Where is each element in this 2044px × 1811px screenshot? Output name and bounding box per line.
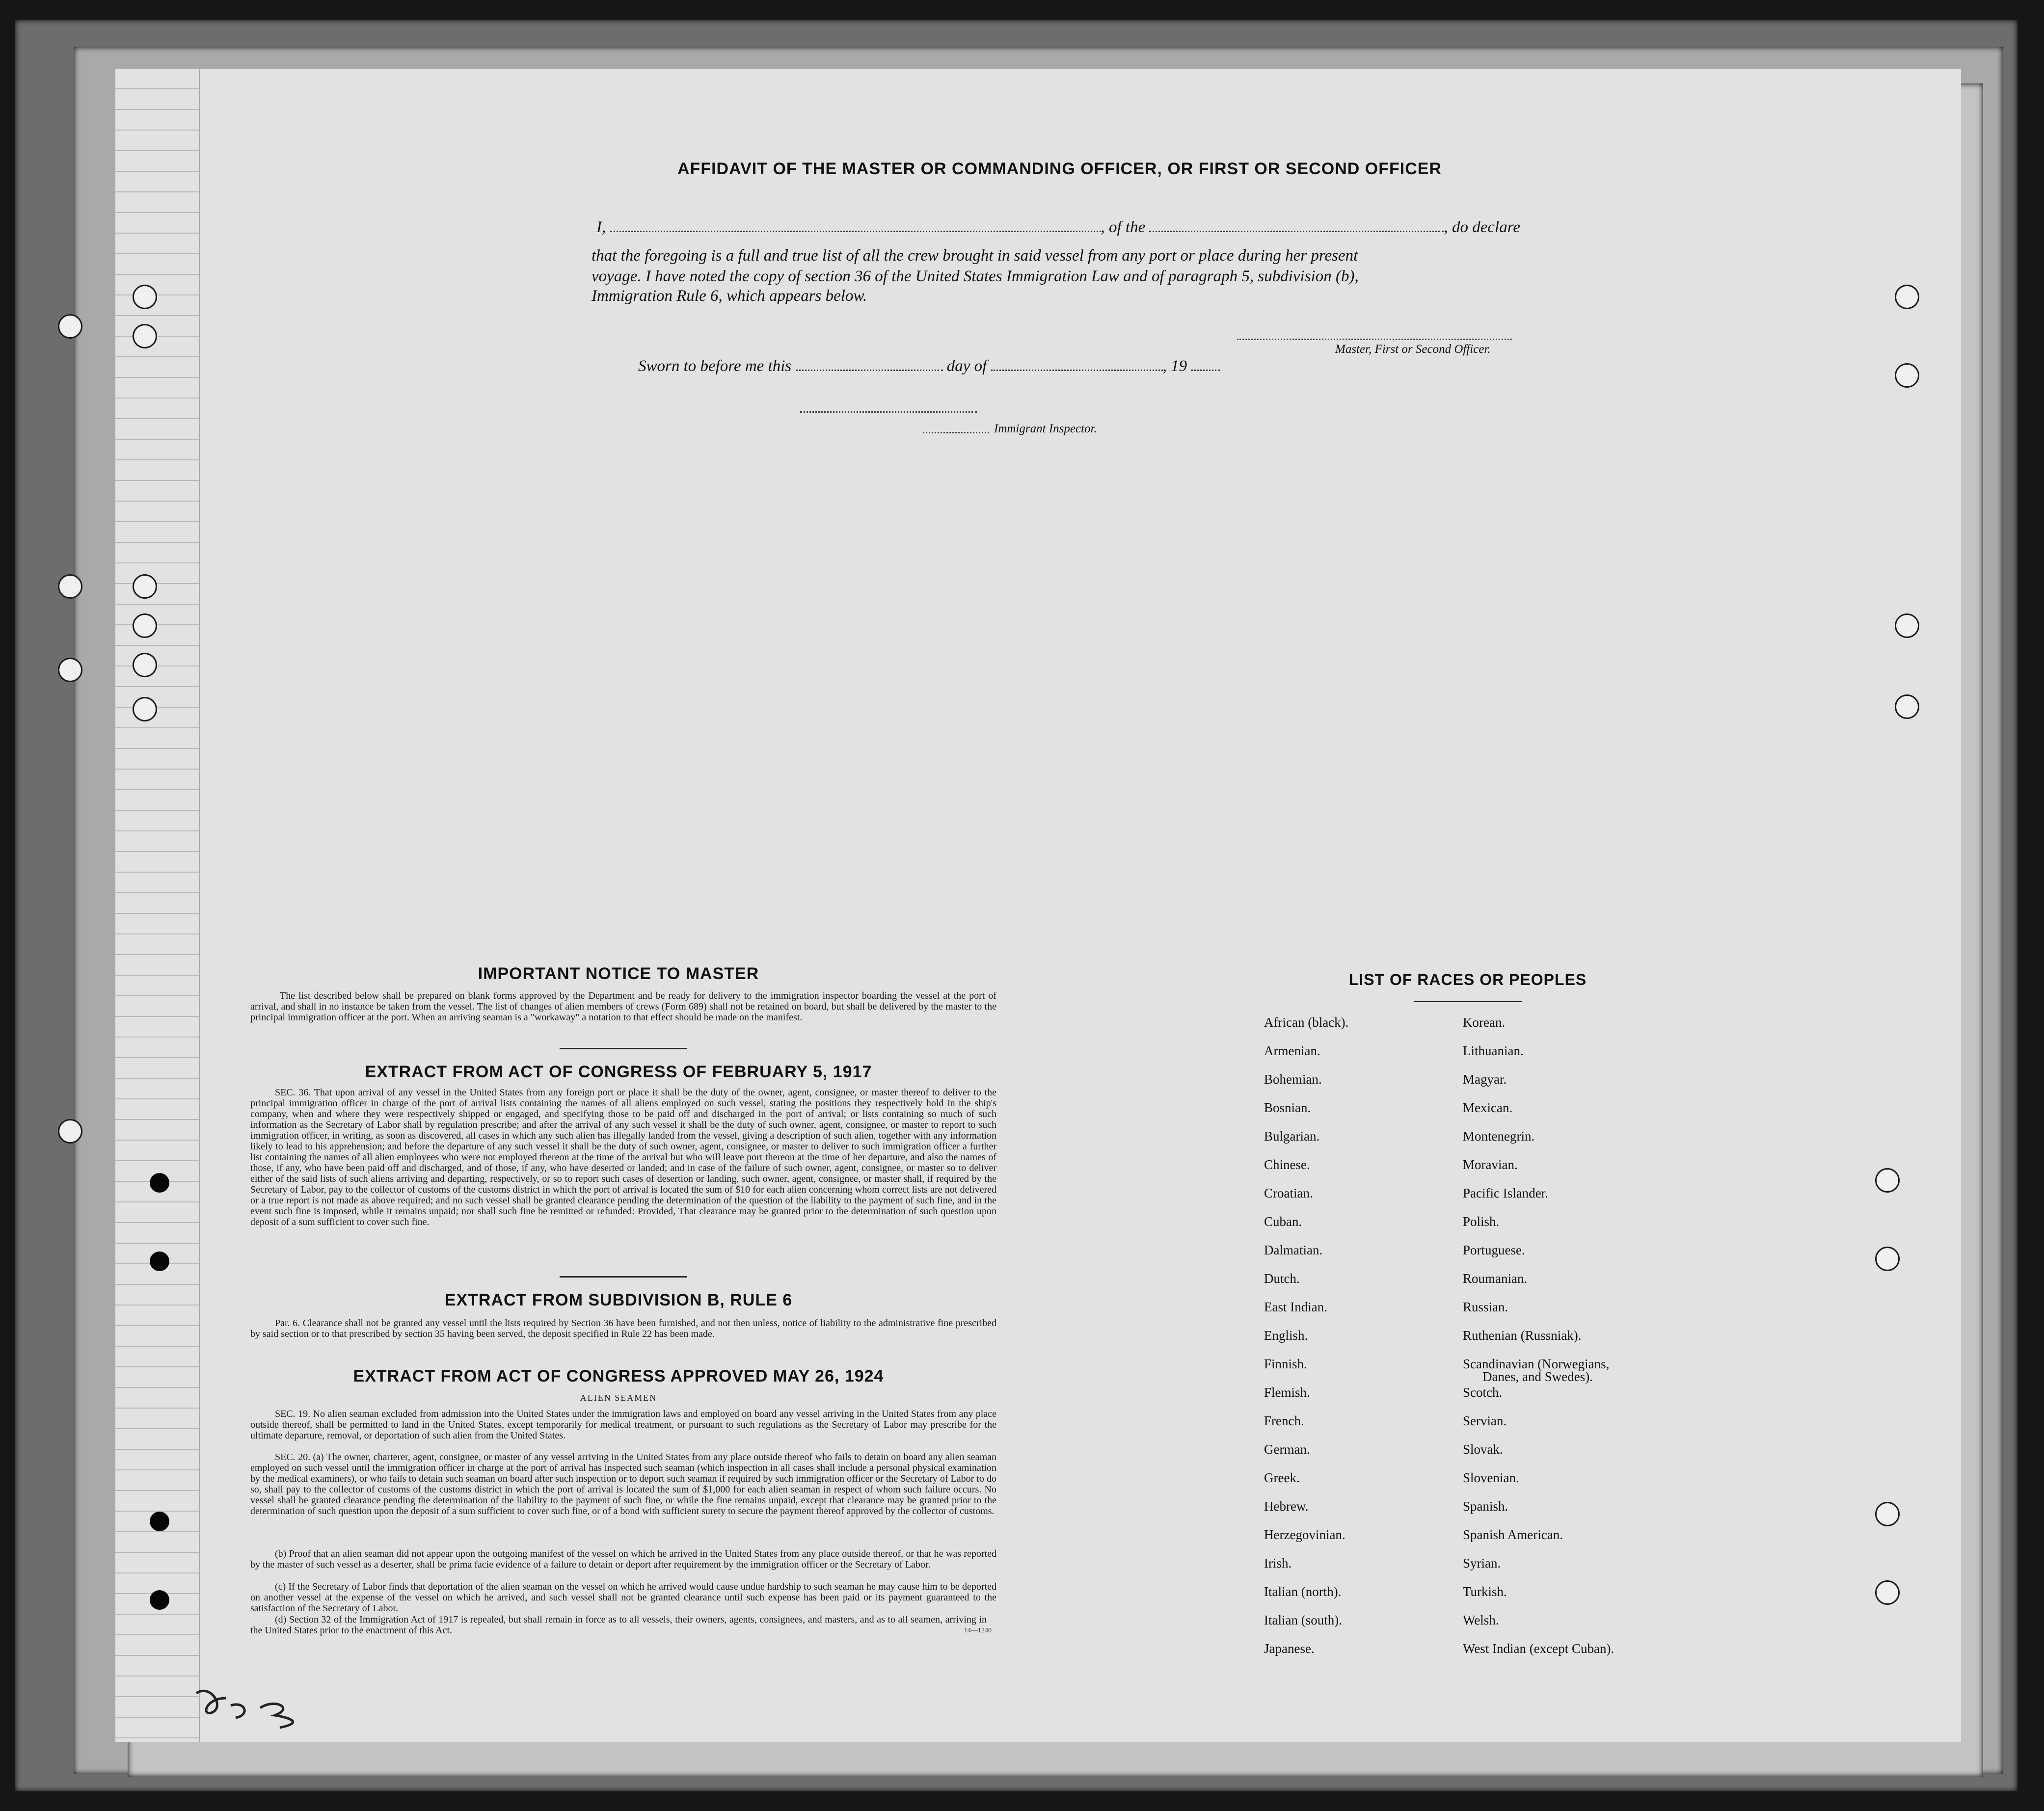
- divider: [560, 1048, 687, 1049]
- race-item: Moravian.: [1463, 1157, 1518, 1172]
- race-item: Syrian.: [1463, 1556, 1501, 1571]
- master-signature-line[interactable]: [1237, 339, 1512, 340]
- vessel-blank[interactable]: [1149, 231, 1444, 232]
- divider: [1414, 1001, 1522, 1002]
- race-item: African (black).: [1264, 1015, 1349, 1030]
- master-signature-label: Master, First or Second Officer.: [1335, 343, 1491, 356]
- race-item: East Indian.: [1264, 1300, 1327, 1314]
- notice-title: IMPORTANT NOTICE TO MASTER: [478, 964, 759, 983]
- race-item: German.: [1264, 1442, 1310, 1457]
- binder-hole: [58, 574, 82, 599]
- binder-hole: [58, 314, 82, 339]
- race-item: Roumanian.: [1463, 1271, 1528, 1286]
- name-blank[interactable]: [610, 231, 1101, 232]
- races-left-column: [1264, 1015, 1348, 1670]
- race-item: Finnish.: [1264, 1357, 1307, 1371]
- extract-1924-sec20b: (b) Proof that an alien seaman did not appear upon the outgoing manifest of the vessel on which he arrived in the United States from any place outside thereof, or that he was reported by the master of such vessel as a deserter, shall be prima facie evidence of a failure to detain or deport after requirement by the immigration officer or the Secretary of Labor.: [250, 1548, 996, 1570]
- binder-hole: [150, 1590, 169, 1610]
- race-item: Italian (north).: [1264, 1584, 1342, 1599]
- notice-body: The list described below shall be prepared on blank forms approved by the Department and be ready for delivery to the immigration inspector boarding the vessel at the port of arrival, and shall in no instance be taken from the vessel. The list of changes of alien members of crews (Form 689) shall not be retained on board, but shall be delivered by the master to the principal immigration officer at the port. When an arriving seaman is a "workaway" a notation to that effect should be made on the manifest.: [250, 990, 996, 1023]
- race-item: Chinese.: [1264, 1157, 1310, 1172]
- race-item: Servian.: [1463, 1413, 1507, 1428]
- race-item: Turkish.: [1463, 1584, 1507, 1599]
- sworn-label: Sworn to before me this: [638, 357, 792, 375]
- race-item: Scotch.: [1463, 1385, 1503, 1400]
- sworn-year: , 19: [1162, 357, 1187, 375]
- race-item: Mexican.: [1463, 1100, 1513, 1115]
- race-item: French.: [1264, 1413, 1304, 1428]
- extract-1924-subtitle: ALIEN SEAMEN: [580, 1393, 657, 1403]
- sworn-dayof: day of: [946, 357, 987, 375]
- race-item: Slovak.: [1463, 1442, 1503, 1457]
- race-item: Japanese.: [1264, 1641, 1315, 1656]
- race-item: Polish.: [1463, 1214, 1500, 1229]
- affidavit-line-3: voyage. I have noted the copy of section 36 of the United States Immigration Law and of paragraph 5, subdivision (b),: [592, 267, 1359, 285]
- race-item: Bosnian.: [1264, 1100, 1311, 1115]
- binder-hole: [1875, 1168, 1900, 1193]
- race-item: Scandinavian (Norwegians,: [1463, 1357, 1610, 1371]
- race-item: Hebrew.: [1264, 1499, 1309, 1514]
- binder-hole: [58, 1119, 82, 1144]
- ruled-margin: [115, 69, 200, 1742]
- race-item: Herzegovinian.: [1264, 1527, 1345, 1542]
- binder-hole: [133, 324, 157, 348]
- race-item: Bulgarian.: [1264, 1129, 1320, 1144]
- inspector-signature-label: Immigrant Inspector.: [994, 422, 1097, 435]
- binder-hole: [150, 1173, 169, 1193]
- races-right-column: [1463, 1015, 1614, 1670]
- race-item: English.: [1264, 1328, 1308, 1343]
- binder-hole: [1875, 1502, 1900, 1526]
- races-title: LIST OF RACES OR PEOPLES: [1348, 971, 1587, 988]
- race-item: Portuguese.: [1463, 1243, 1525, 1257]
- race-item: Bohemian.: [1264, 1072, 1322, 1087]
- extract-1917-body: SEC. 36. That upon arrival of any vessel in the United States from any foreign port or place it shall be the duty of the owner, agent, consignee, or master thereof to deliver to the principal immigration officer in charge of the port of arrival lists containing the names of all aliens employed on such vessel, stating the positions they respectively hold in the ship's company, when and where they were respectively shipped or engaged, and specifying those to be paid off and discharged in the port of arrival; or lists containing so much of such information as the Secretary of Labor shall by regulation prescribe; and after the arrival of any such vessel it shall be the duty of such owner, agent, consignee, or master to report to such immigration officer, in writing, as soon as discovered, all cases in which any such alien has illegally landed from the vessel, giving a description of such alien, together with any information likely to lead to his apprehension; and before the departure of any such vessel it shall be the duty of such owner, agent, consignee, or master to deliver to such immigration officer a further list containing the names of all alien employees who were not employed thereon at the time of the arrival but who will leave port thereon at the time of her departure, and also the names of those, if any, who have been paid off and discharged, and of those, if any, who have deserted or landed; and in case of the failure of such owner, agent, consignee, or master so to deliver either of the said lists of such aliens arriving and departing, respectively, or so to report such cases of desertion or landing, such owner, agent, consignee, or master shall, if required by the Secretary of Labor, pay to the collector of customs of the customs district in which the port of arrival is located the sum of $10 for each alien concerning whom correct lists are not delivered or a true report is not made as above required; and no such vessel shall be granted clearance pending the determination of the question of the liability to the payment of such fine, and in the event such fine is imposed, while it remains unpaid; nor shall such fine be remitted or refunded: Provided, That clearance may be granted prior to the determination of such question upon deposit of a sum sufficient to cover such fine.: [250, 1087, 996, 1227]
- binder-hole: [133, 574, 157, 599]
- inspector-signature-line[interactable]: [800, 411, 977, 413]
- race-item: Irish.: [1264, 1556, 1292, 1571]
- divider: [560, 1276, 687, 1278]
- sworn-day-blank[interactable]: [796, 370, 943, 371]
- affidavit-title: AFFIDAVIT OF THE MASTER OR COMMANDING OFFICER, OR FIRST OR SECOND OFFICER: [677, 160, 1442, 178]
- race-item: Greek.: [1264, 1470, 1300, 1485]
- binder-hole: [1895, 694, 1919, 719]
- binder-hole: [1895, 285, 1919, 309]
- binder-hole: [1895, 363, 1919, 388]
- binder-hole: [1875, 1580, 1900, 1605]
- binder-hole: [133, 285, 157, 309]
- sworn-month-blank[interactable]: [991, 370, 1163, 371]
- binder-hole: [150, 1252, 169, 1271]
- race-item: Magyar.: [1463, 1072, 1507, 1087]
- race-item: Spanish American.: [1463, 1527, 1563, 1542]
- binder-hole: [133, 653, 157, 677]
- race-item: Pacific Islander.: [1463, 1186, 1548, 1200]
- extract-1924-sec20a: SEC. 20. (a) The owner, charterer, agent, consignee, or master of any vessel arriving in the United States from any place outside thereof who fails to detain on board any alien seaman employed on such vessel until the immigration officer in charge at the port of arrival has inspected such seaman (which inspection in all cases shall include a personal physical examination by the medical examiners), or who fails to detain such seaman on board after such inspection or to deport such seaman if required by such immigration officer or the Secretary of Labor to do so, shall pay to the collector of customs of the customs district in which the port of arrival is located the sum of $1,000 for each alien seaman in respect of whom such failure occurs. No vessel shall be granted clearance pending the determination of the liability to the payment of such fine, or while the fine remains unpaid, except that clearance may be granted prior to the determination of such question upon the deposit of a sum sufficient to cover such fine, or of a bond with sufficient surety to secure the payment thereof approved by the collector of customs.: [250, 1452, 996, 1517]
- rule6-body: Par. 6. Clearance shall not be granted any vessel until the lists required by Section 36 have been furnished, and not then unless, notice of liability to the administrative fine prescribed by said section or to that prescribed by section 35 having been served, the deposit specified in Rule 22 has been made.: [250, 1318, 996, 1339]
- race-item: Italian (south).: [1264, 1613, 1342, 1627]
- sworn-year-blank[interactable]: [1191, 370, 1220, 371]
- binder-hole: [133, 613, 157, 638]
- binder-hole: [1895, 613, 1919, 638]
- race-item: Spanish.: [1463, 1499, 1508, 1514]
- binder-hole: [1875, 1247, 1900, 1271]
- race-item: West Indian (except Cuban).: [1463, 1641, 1614, 1656]
- binder-hole: [58, 658, 82, 682]
- rule6-title: EXTRACT FROM SUBDIVISION B, RULE 6: [444, 1291, 793, 1309]
- race-item: Croatian.: [1264, 1186, 1313, 1200]
- race-item: Ruthenian (Russniak).: [1463, 1328, 1582, 1343]
- affidavit-of-the: , of the: [1101, 218, 1146, 236]
- race-item: Russian.: [1463, 1300, 1508, 1314]
- affidavit-line-1: [596, 218, 1520, 237]
- race-item: Flemish.: [1264, 1385, 1310, 1400]
- race-item: Montenegrin.: [1463, 1129, 1535, 1144]
- race-item: Slovenian.: [1463, 1470, 1519, 1485]
- affidavit-declare: , do declare: [1444, 218, 1520, 236]
- extract-1924-sec20d: (d) Section 32 of the Immigration Act of 1917 is repealed, but shall remain in force as to all vessels, their owners, agents, consignees, and masters, and as to all seamen, arriving in the United States prior to the enactment of this Act.: [250, 1614, 987, 1636]
- race-item: Dalmatian.: [1264, 1243, 1323, 1257]
- affidavit-line-2: that the foregoing is a full and true list of all the crew brought in said vessel from any port or place during her present: [592, 247, 1358, 265]
- extract-1924-title: EXTRACT FROM ACT OF CONGRESS APPROVED MAY 26, 1924: [353, 1367, 884, 1385]
- race-item: Korean.: [1463, 1015, 1506, 1030]
- extract-1924-sec19: SEC. 19. No alien seaman excluded from admission into the United States under the immigration laws and employed on board any vessel arriving in the United States from any place outside thereof, shall be permitted to land in the United States, except temporarily for medical treatment, or pursuant to such regulations as the Secretary of Labor may prescribe for the ultimate departure, removal, or deportation of such alien from the United States.: [250, 1409, 996, 1441]
- form-number: 14—1240: [964, 1627, 992, 1634]
- binder-hole: [150, 1512, 169, 1531]
- extract-1917-title: EXTRACT FROM ACT OF CONGRESS OF FEBRUARY 5, 1917: [365, 1063, 872, 1081]
- sworn-line: [638, 357, 1220, 375]
- race-item: Dutch.: [1264, 1271, 1300, 1286]
- race-item: Armenian.: [1264, 1043, 1320, 1058]
- extract-1924-sec20c: (c) If the Secretary of Labor finds that deportation of the alien seaman on the vessel on which he arrived would cause undue hardship to such seaman he may cause him to be deported on another vessel at the expense of the vessel on which he arrived, and such vessel shall not be granted clearance until such expense has been paid or its payment guaranteed to the satisfaction of the Secretary of Labor.: [250, 1581, 996, 1614]
- handwritten-mark: [191, 1678, 329, 1732]
- race-item: Danes, and Swedes).: [1482, 1369, 1593, 1384]
- race-item: Welsh.: [1463, 1613, 1499, 1627]
- binder-hole: [133, 697, 157, 721]
- race-item: Cuban.: [1264, 1214, 1302, 1229]
- race-item: Lithuanian.: [1463, 1043, 1524, 1058]
- inspector-signature-line: [923, 432, 989, 433]
- affidavit-i: I,: [596, 218, 606, 236]
- affidavit-line-4: Immigration Rule 6, which appears below.: [592, 287, 867, 305]
